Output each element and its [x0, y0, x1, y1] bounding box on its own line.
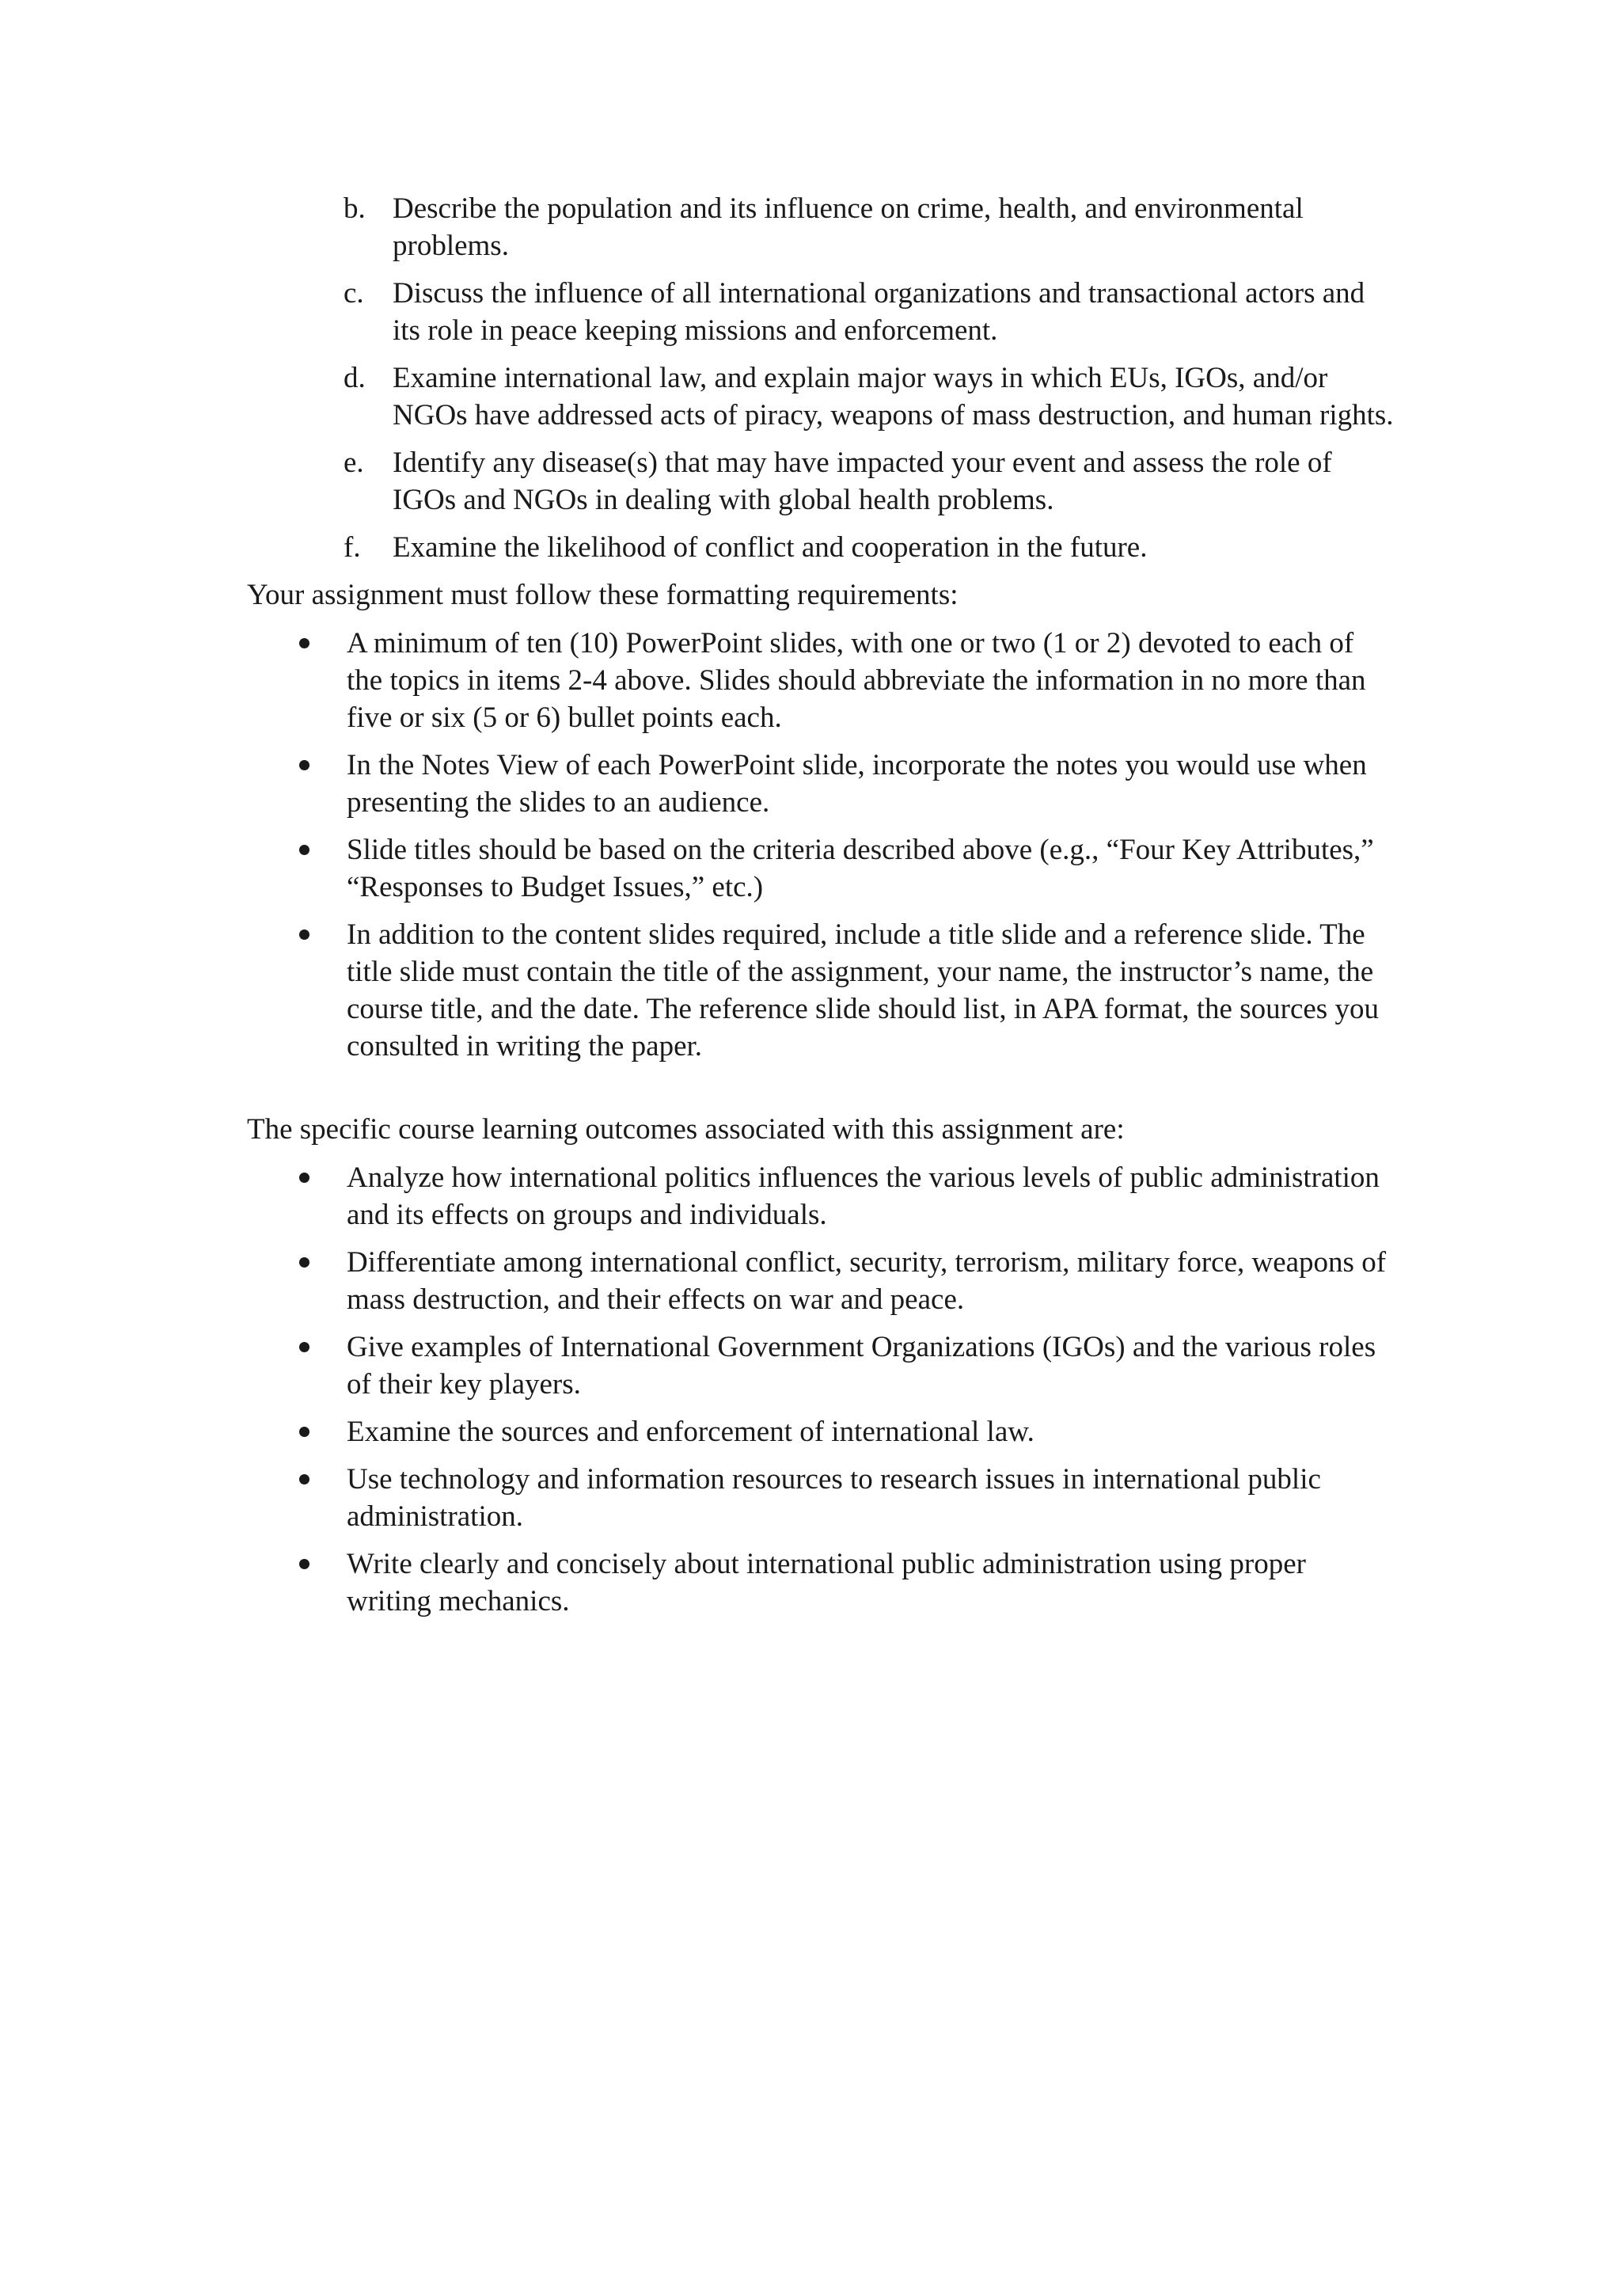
bullet-icon	[299, 929, 309, 940]
item-marker: c.	[344, 277, 364, 310]
list-item	[293, 625, 1395, 736]
bullet-icon	[299, 760, 309, 770]
item-text: In addition to the content slides required, include a title slide and a reference slide. The title slide must contain the title of the assignment, your name, the instructor’s name, the course title, and the date. The reference slide should list, in APA format, the sources you consulted in writing the paper.	[347, 918, 1379, 1062]
formatting-list	[293, 625, 1395, 1065]
item-marker: d.	[344, 362, 366, 394]
item-text: Use technology and information resources to research issues in international public administration.	[347, 1463, 1321, 1533]
list-item	[293, 1461, 1395, 1535]
item-text: Slide titles should be based on the criteria described above (e.g., “Four Key Attributes,” “Responses to Budget Issues,” etc.)	[347, 834, 1374, 903]
item-text: Describe the population and its influence on crime, health, and environmental problems.	[393, 192, 1304, 262]
item-text: Discuss the influence of all international organizations and transactional actors and its role in peace keeping missions and enforcement.	[393, 277, 1365, 347]
item-text: In the Notes View of each PowerPoint slide, incorporate the notes you would use when presenting the slides to an audience.	[347, 749, 1367, 819]
item-text: Examine the sources and enforcement of international law.	[347, 1416, 1034, 1448]
list-item	[293, 1159, 1395, 1234]
bullet-icon	[299, 1559, 309, 1569]
item-text: Analyze how international politics influences the various levels of public administration and its effects on groups and individuals.	[347, 1161, 1380, 1231]
bullet-icon	[299, 1342, 309, 1352]
list-item	[293, 1329, 1395, 1403]
lettered-item	[344, 529, 1395, 566]
outcomes-list	[293, 1159, 1395, 1620]
list-item	[293, 1244, 1395, 1318]
lettered-item	[344, 359, 1395, 434]
list-item	[293, 747, 1395, 821]
bullet-icon	[299, 1257, 309, 1268]
bullet-icon	[299, 1427, 309, 1437]
bullet-icon	[299, 1173, 309, 1183]
item-text: A minimum of ten (10) PowerPoint slides, with one or two (1 or 2) devoted to each of the topics in items 2-4 above. Slides should abbreviate the information in no more than five or six (5 or 6) bullet points each.	[347, 627, 1366, 734]
item-text: Identify any disease(s) that may have impacted your event and assess the role of IGOs and NGOs in dealing with global health problems.	[393, 447, 1332, 516]
item-marker: e.	[344, 447, 364, 479]
formatting-intro: Your assignment must follow these formatting requirements:	[247, 579, 959, 611]
outcomes-intro: The specific course learning outcomes associated with this assignment are:	[247, 1113, 1125, 1146]
bullet-icon	[299, 845, 309, 855]
bullet-icon	[299, 638, 309, 648]
item-text: Give examples of International Government Organizations (IGOs) and the various roles of their key players.	[347, 1331, 1376, 1401]
list-item	[293, 1413, 1395, 1450]
lettered-item	[344, 444, 1395, 519]
item-text: Write clearly and concisely about international public administration using proper writing mechanics.	[347, 1548, 1306, 1617]
document-body	[247, 190, 1395, 1630]
item-text: Differentiate among international conflict, security, terrorism, military force, weapons of mass destruction, and their effects on war and peace.	[347, 1246, 1387, 1316]
item-text: Examine international law, and explain major ways in which EUs, IGOs, and/or NGOs have addressed acts of piracy, weapons of mass destruction, and human rights.	[393, 362, 1394, 431]
bullet-icon	[299, 1474, 309, 1484]
item-marker: b.	[344, 192, 366, 225]
lettered-item	[344, 190, 1395, 264]
item-text: Examine the likelihood of conflict and cooperation in the future.	[393, 531, 1148, 564]
lettered-list	[344, 190, 1395, 566]
lettered-item	[344, 275, 1395, 349]
list-item	[293, 1545, 1395, 1620]
list-item	[293, 916, 1395, 1065]
item-marker: f.	[344, 531, 361, 564]
list-item	[293, 831, 1395, 906]
